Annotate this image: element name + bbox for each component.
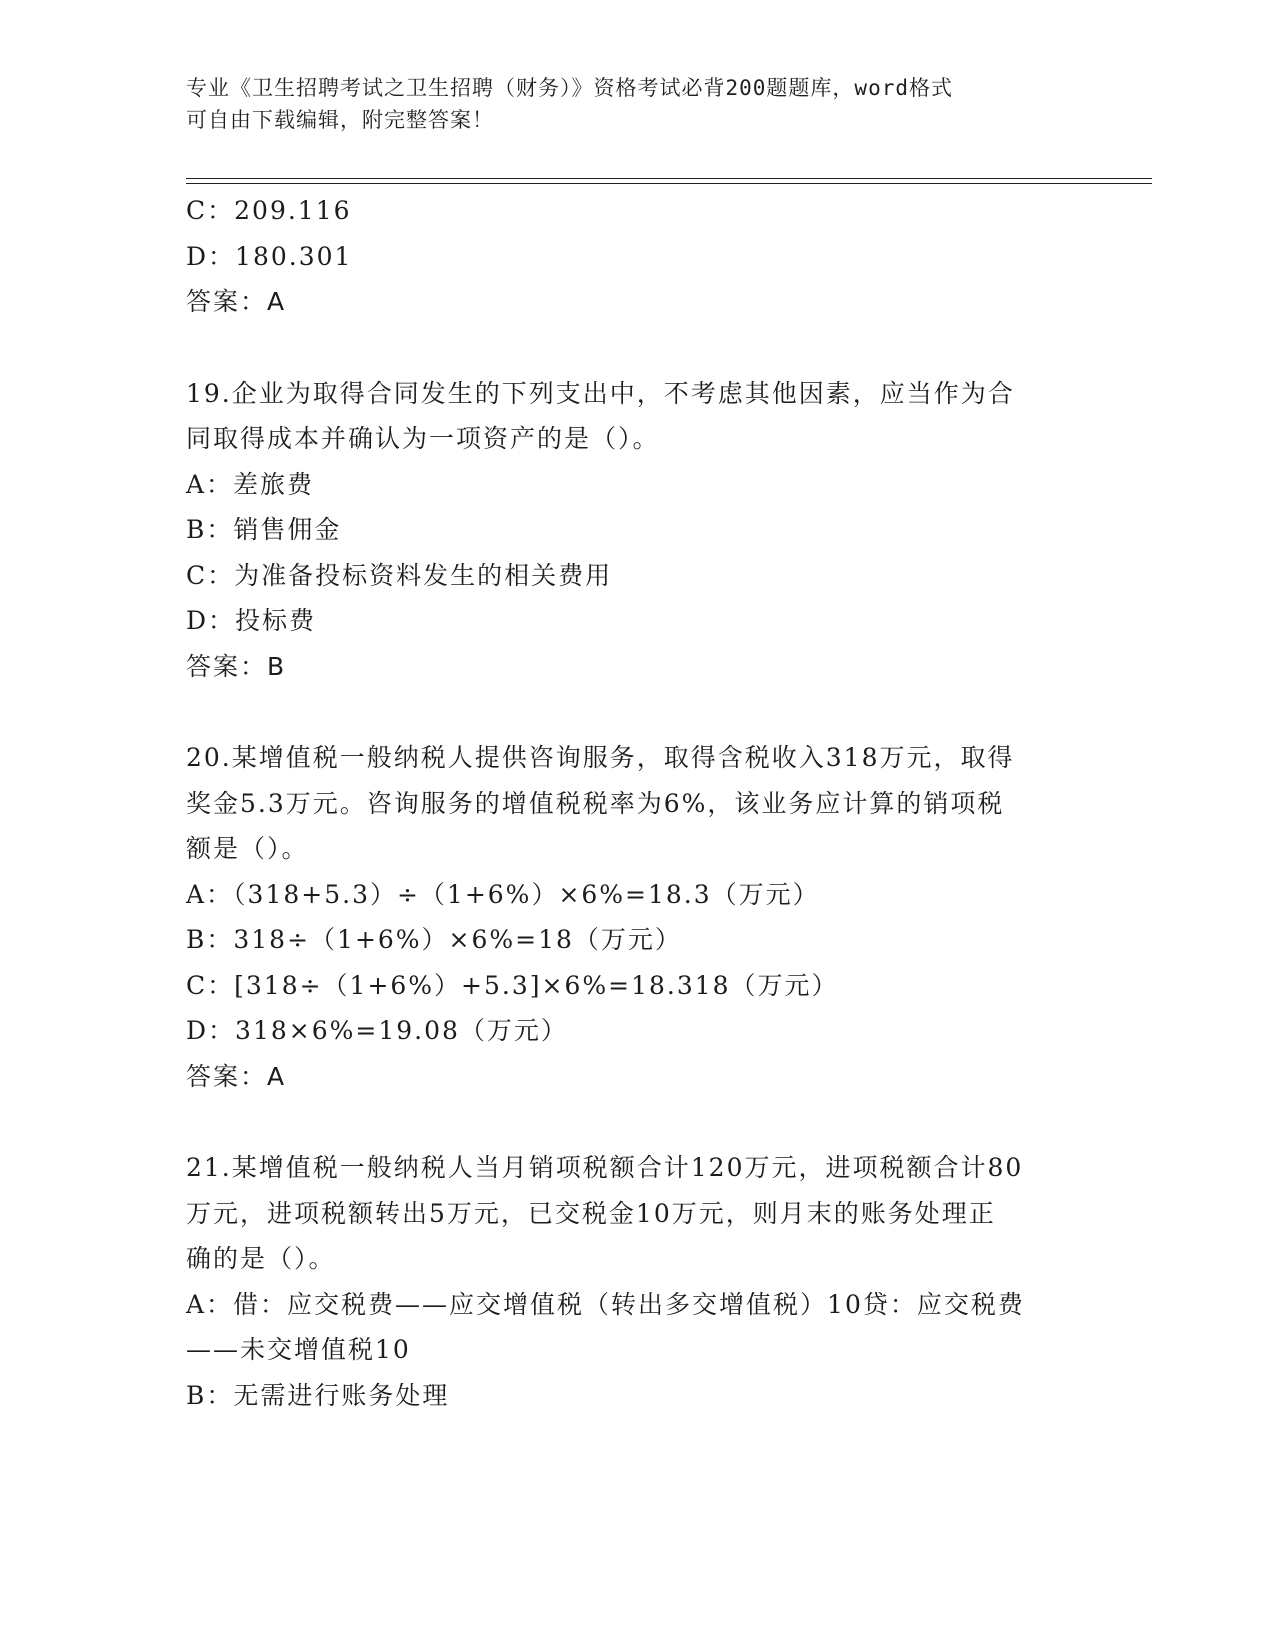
header-title-line1: 专业《卫生招聘考试之卫生招聘（财务）》资格考试必背200题题库，word格式 — [186, 76, 953, 100]
spacer — [186, 1099, 1086, 1145]
question-20 — [186, 735, 1086, 1099]
question-19 — [186, 371, 1086, 690]
q19-answer: 答案：B — [186, 651, 287, 681]
q19-option-d: D：投标费 — [186, 606, 317, 635]
q21-stem-line1: 21.某增值税一般纳税人当月销项税额合计120万元，进项税额合计80 — [186, 1153, 1024, 1182]
header-divider-bottom — [186, 183, 1152, 184]
q20-option-d: D：318×6%=19.08（万元） — [186, 1016, 568, 1045]
q20-option-a: A：（318+5.3）÷（1+6%）×6%=18.3（万元） — [186, 879, 820, 909]
q20-stem-line1: 20.某增值税一般纳税人提供咨询服务，取得含税收入318万元，取得 — [186, 743, 1015, 772]
q21-option-a-line2: ——未交增值税10 — [186, 1335, 411, 1364]
q20-stem-line3: 额是（）。 — [186, 834, 309, 863]
spacer — [186, 325, 1086, 371]
q19-option-a: A：差旅费 — [186, 469, 315, 499]
q20-stem-line2: 奖金5.3万元。咨询服务的增值税税率为6%，该业务应计算的销项税 — [186, 788, 1005, 818]
header-divider-top — [186, 178, 1152, 179]
question-18-tail — [186, 188, 1086, 325]
q21-stem-line3: 确的是（）。 — [186, 1244, 336, 1273]
question-21 — [186, 1145, 1086, 1418]
q21-option-a-line1: A：借：应交税费——应交增值税（转出多交增值税）10贷：应交税费 — [186, 1289, 1025, 1319]
q21-stem-line2: 万元，进项税额转出5万元，已交税金10万元，则月末的账务处理正 — [186, 1198, 996, 1228]
q18-answer: 答案：A — [186, 287, 287, 316]
q20-option-c: C：[318÷（1+6%）+5.3]×6%=18.318（万元） — [186, 970, 839, 1000]
q19-stem-line1: 19.企业为取得合同发生的下列支出中，不考虑其他因素，应当作为合 — [186, 378, 1015, 408]
q20-option-b: B：318÷（1+6%）×6%=18（万元） — [186, 925, 682, 954]
header-title-line2: 可自由下载编辑，附完整答案！ — [186, 108, 494, 132]
q19-option-b: B：销售佣金 — [186, 515, 342, 544]
q18-option-d: D：180.301 — [186, 241, 353, 271]
q20-answer: 答案：A — [186, 1061, 287, 1091]
document-header — [186, 72, 1066, 136]
q19-option-c: C：为准备投标资料发生的相关费用 — [186, 560, 613, 590]
q21-option-b: B：无需进行账务处理 — [186, 1380, 450, 1410]
q19-stem-line2: 同取得成本并确认为一项资产的是（）。 — [186, 424, 660, 453]
q18-option-c: C：209.116 — [186, 196, 352, 225]
document-body — [186, 188, 1086, 1418]
spacer — [186, 689, 1086, 735]
